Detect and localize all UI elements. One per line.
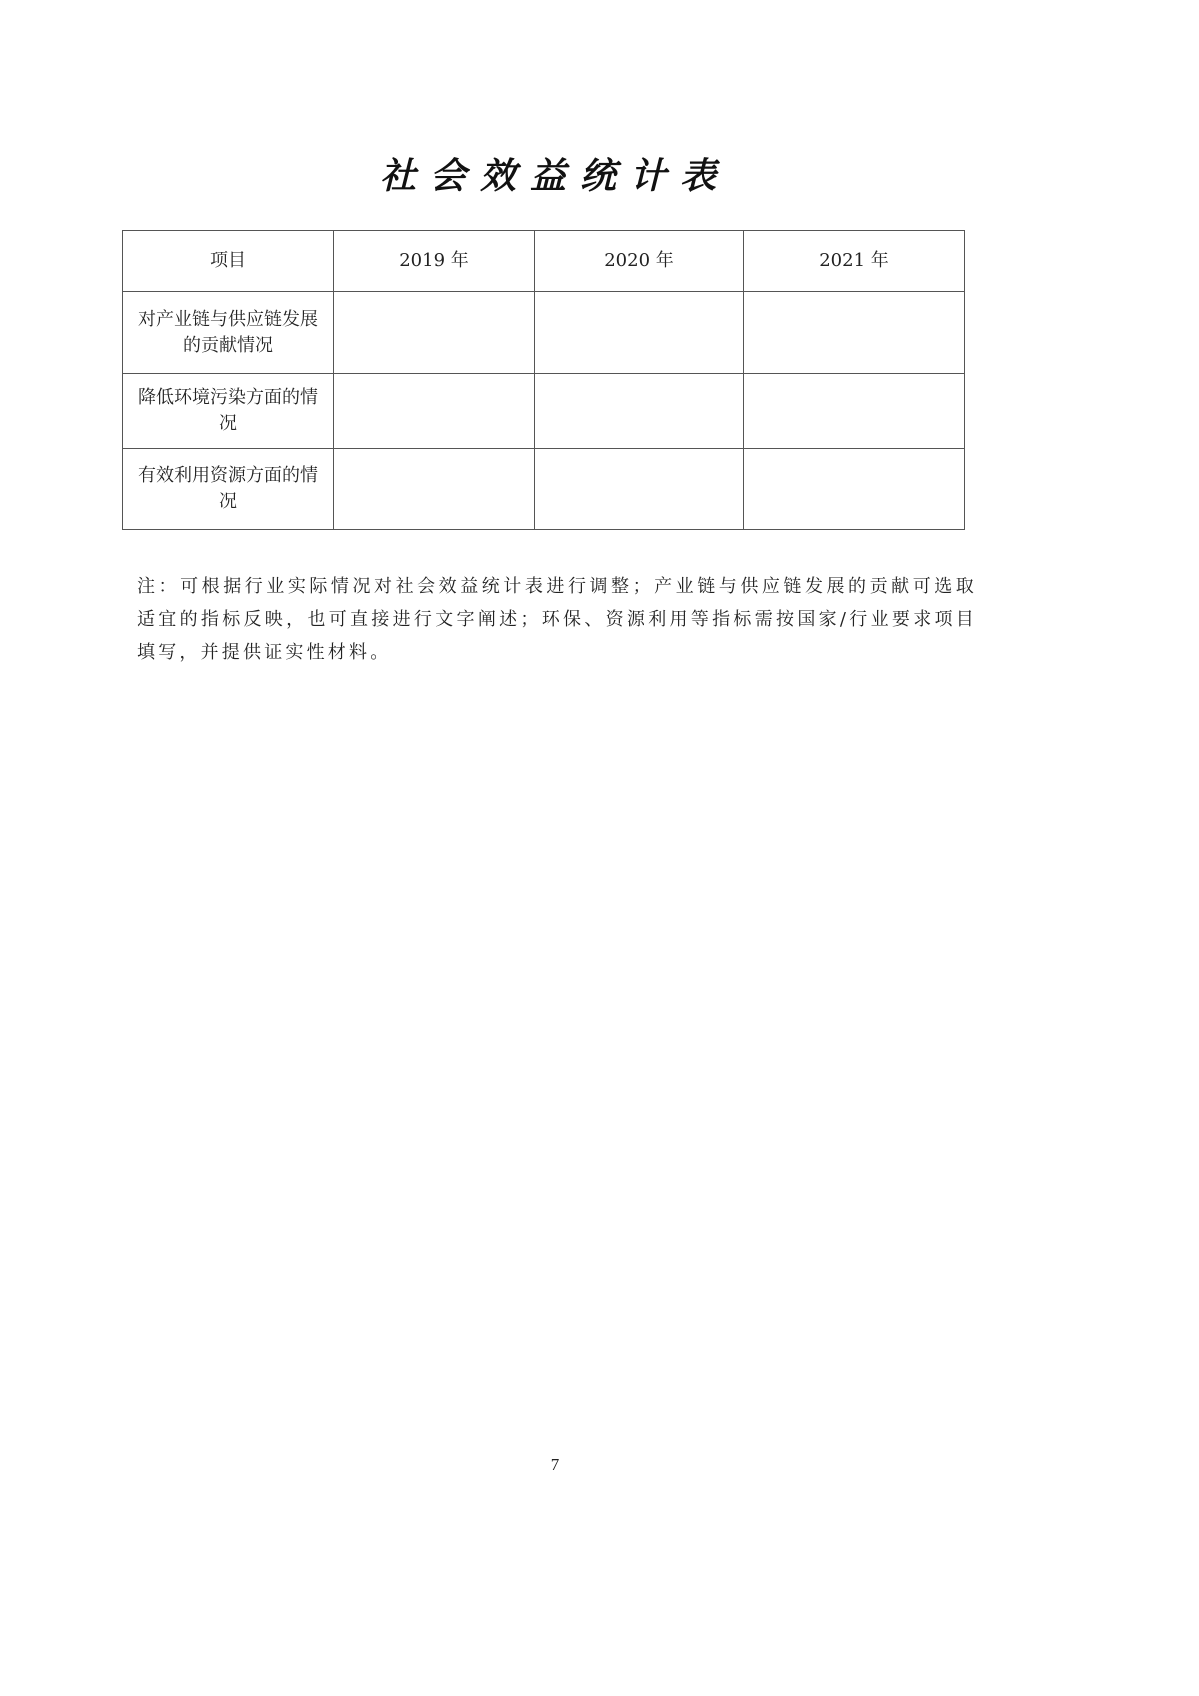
cell-2021 bbox=[744, 449, 965, 530]
table-row bbox=[123, 374, 965, 449]
column-header-2020: 2020 年 bbox=[535, 231, 744, 292]
row-label: 降低环境污染方面的情况 bbox=[123, 374, 334, 449]
cell-2019 bbox=[334, 374, 535, 449]
page-number: 7 bbox=[550, 1455, 560, 1474]
table-header-row bbox=[123, 231, 965, 292]
cell-2019 bbox=[334, 292, 535, 374]
column-header-2019: 2019 年 bbox=[334, 231, 535, 292]
cell-2020 bbox=[535, 292, 744, 374]
column-header-item: 项目 bbox=[123, 231, 334, 292]
cell-2019 bbox=[334, 449, 535, 530]
page-title: 社会效益统计表 bbox=[379, 155, 730, 197]
column-header-2021: 2021 年 bbox=[744, 231, 965, 292]
table-row bbox=[123, 292, 965, 374]
table-row bbox=[123, 449, 965, 530]
cell-2021 bbox=[744, 374, 965, 449]
table-note: 注：可根据行业实际情况对社会效益统计表进行调整；产业链与供应链发展的贡献可选取适宜的指标反映，也可直接进行文字阐述；环保、资源利用等指标需按国家/行业要求项目填写，并提供证实性材料。 bbox=[137, 576, 977, 663]
social-benefit-table bbox=[122, 230, 965, 530]
cell-2021 bbox=[744, 292, 965, 374]
cell-2020 bbox=[535, 449, 744, 530]
cell-2020 bbox=[535, 374, 744, 449]
row-label: 有效利用资源方面的情况 bbox=[123, 449, 334, 530]
row-label: 对产业链与供应链发展的贡献情况 bbox=[123, 292, 334, 374]
